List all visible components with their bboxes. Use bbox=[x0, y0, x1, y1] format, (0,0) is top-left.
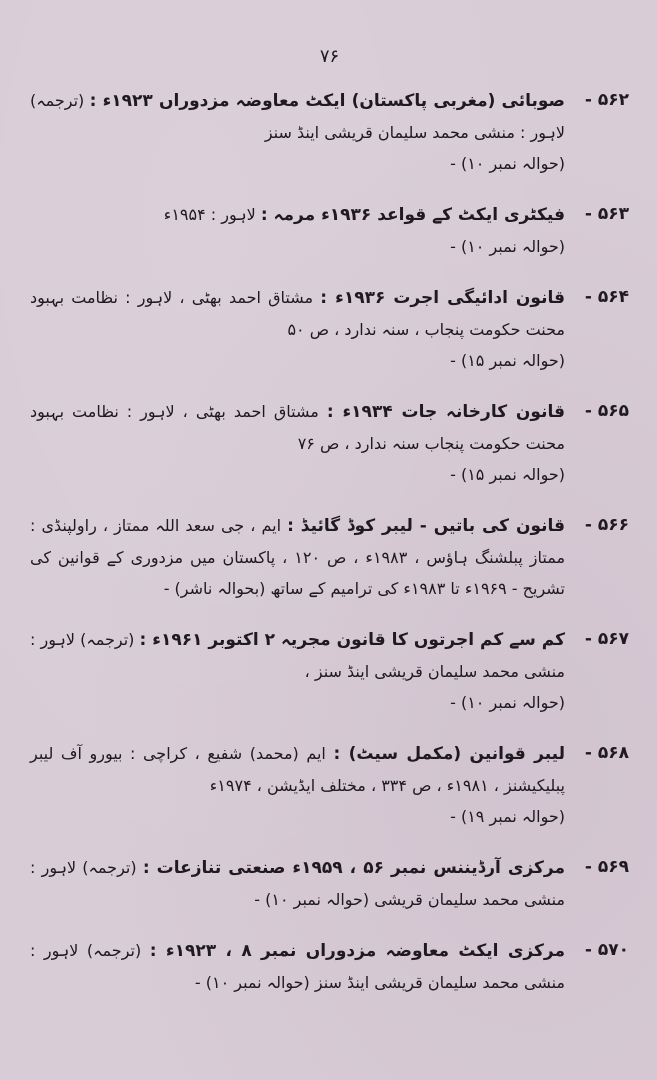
entry-reference: (حوالہ نمبر ۱۵) - bbox=[450, 465, 565, 484]
entry-publication: (ترجمہ) لاہور : منشی محمد سلیمان قریشی اینڈ سنز (حوالہ نمبر ۱۰) - bbox=[30, 941, 565, 992]
entry-reference: (حوالہ نمبر ۱۰) - bbox=[450, 693, 565, 712]
entry-568 bbox=[30, 738, 629, 832]
entry-title: لیبر قوانین (مکمل سیٹ) : bbox=[333, 744, 566, 764]
entry-number: ۵۶۸ - bbox=[584, 743, 629, 763]
entry-publication: (ترجمہ) لاہور : منشی محمد سلیمان قریشی اینڈ سنز bbox=[30, 91, 565, 142]
entry-570 bbox=[30, 935, 629, 998]
entry-title: صوبائی (مغربی پاکستان) ایکٹ معاوضہ مزدوراں ۱۹۲۳ء : bbox=[89, 91, 565, 111]
entry-564 bbox=[30, 282, 629, 376]
entry-body bbox=[30, 85, 565, 179]
entry-title: فیکٹری ایکٹ کے قواعد ۱۹۳۶ء مرمہ : bbox=[260, 205, 565, 225]
entry-number: ۵۶۶ - bbox=[584, 515, 629, 535]
entry-565 bbox=[30, 396, 629, 490]
entry-number: ۵۶۴ - bbox=[584, 287, 629, 307]
entry-publication: مشتاق احمد بھٹی ، لاہور : نظامت بہبود محنت حکومت پنجاب سنہ ندارد ، ص ۷۶ bbox=[30, 402, 565, 453]
entry-number: ۵۷۰ - bbox=[584, 940, 629, 960]
entry-reference: (حوالہ نمبر ۱۰) - bbox=[450, 237, 565, 256]
entry-number: ۵۶۳ - bbox=[584, 204, 629, 224]
entry-569 bbox=[30, 852, 629, 915]
entry-reference: (حوالہ نمبر ۱۰) - bbox=[450, 154, 565, 173]
entry-body bbox=[30, 510, 565, 604]
entry-body bbox=[30, 738, 565, 832]
entry-publication: ایم (محمد) شفیع ، کراچی : بیورو آف لیبر پبلیکیشنز ، ۱۹۸۱ء ، ص ۳۳۴ ، مختلف ایڈیشن ، ۱۹۷۴ء bbox=[30, 744, 565, 795]
entry-number: ۵۶۵ - bbox=[584, 401, 629, 421]
entry-title: قانون کی باتیں - لیبر کوڈ گائیڈ : bbox=[287, 516, 566, 536]
entry-publication: مشتاق احمد بھٹی ، لاہور : نظامت بہبود محنت حکومت پنجاب ، سنہ ندارد ، ص ۵۰ bbox=[30, 288, 565, 339]
entry-title: قانون کارخانہ جات ۱۹۳۴ء : bbox=[326, 402, 565, 422]
entry-publication: (ترجمہ) لاہور : منشی محمد سلیمان قریشی اینڈ سنز ، bbox=[30, 630, 565, 681]
entry-body bbox=[30, 852, 565, 915]
entry-566 bbox=[30, 510, 629, 604]
entry-title: مرکزی آرڈیننس نمبر ۵۶ ، ۱۹۵۹ء صنعتی تنازعات : bbox=[142, 858, 566, 878]
entry-title: مرکزی ایکٹ معاوضہ مزدوراں نمبر ۸ ، ۱۹۲۳ء : bbox=[149, 941, 565, 961]
entry-publication: ایم ، جی سعد اللہ ممتاز ، راولپنڈی : ممتاز پبلشنگ ہاؤس ، ۱۹۸۳ء ، ص ۱۲۰ ، پاکستان میں مزدوری کے قوانین کی تشریح - ۱۹۶۹ء تا ۱۹۸۳ء کی ترامیم کے ساتھ (بحوالہ ناشر) - bbox=[30, 516, 566, 598]
entry-publication: لاہور : ۱۹۵۴ء bbox=[163, 205, 256, 224]
entry-body bbox=[30, 282, 565, 376]
entry-title: قانون ادائیگی اجرت ۱۹۳۶ء : bbox=[320, 288, 565, 308]
entry-body bbox=[30, 935, 565, 998]
entry-body bbox=[30, 199, 565, 262]
entry-563 bbox=[30, 199, 629, 262]
entry-reference: (حوالہ نمبر ۱۹) - bbox=[450, 807, 565, 826]
entry-562 bbox=[30, 85, 629, 179]
entry-number: ۵۶۹ - bbox=[584, 857, 629, 877]
entry-title: کم سے کم اجرتوں کا قانون مجریہ ۲ اکتوبر ۱۹۶۱ء : bbox=[139, 630, 565, 650]
entry-publication: (ترجمہ) لاہور : منشی محمد سلیمان قریشی (حوالہ نمبر ۱۰) - bbox=[30, 858, 565, 909]
entry-567 bbox=[30, 624, 629, 718]
entry-body bbox=[30, 396, 565, 490]
entry-reference: (حوالہ نمبر ۱۵) - bbox=[450, 351, 565, 370]
entry-number: ۵۶۷ - bbox=[584, 629, 629, 649]
entry-body bbox=[30, 624, 565, 718]
entry-number: ۵۶۲ - bbox=[584, 90, 629, 110]
page-number: ۷۶ bbox=[319, 46, 340, 67]
